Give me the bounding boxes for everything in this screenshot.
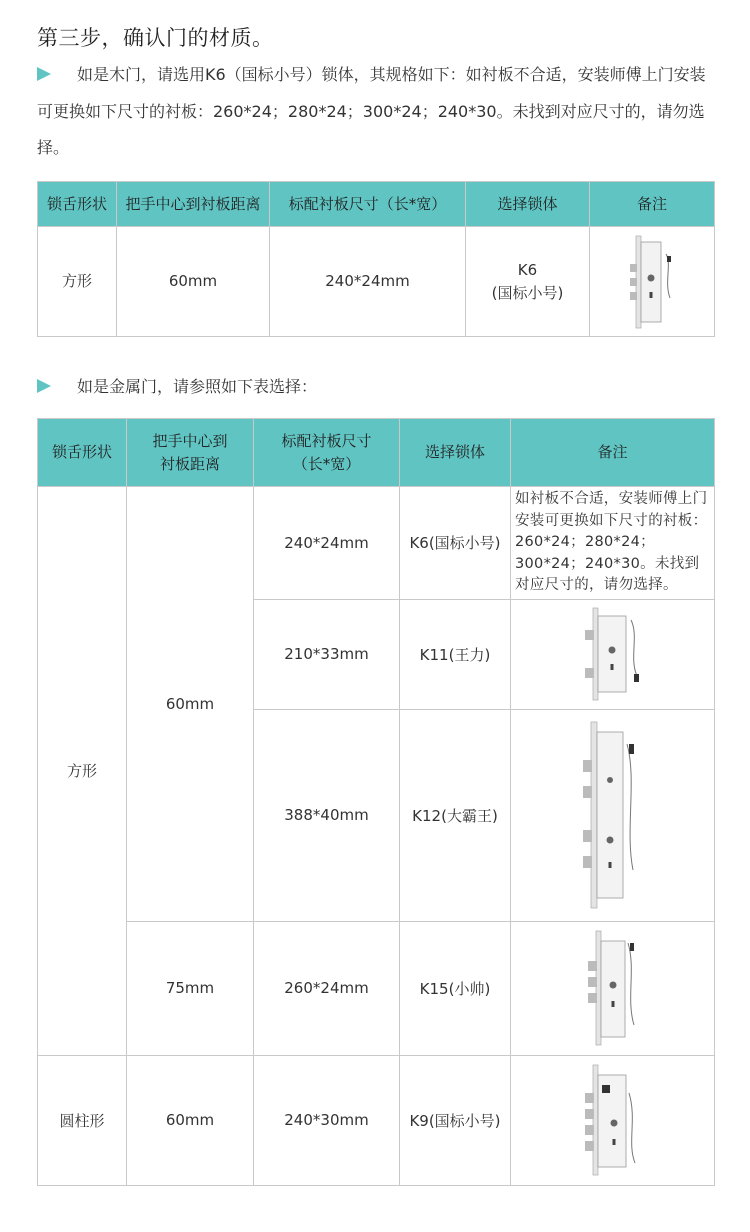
cell-body: K6(国标小号) (400, 487, 511, 600)
header-distance: 把手中心到衬板距离 (117, 182, 270, 227)
triangle-bullet-icon (37, 379, 51, 393)
header-size: 标配衬板尺寸（长*宽） (270, 182, 466, 227)
metal-door-table (37, 418, 715, 1186)
cell-note (511, 921, 715, 1055)
table-header-row (38, 419, 715, 487)
table-header-row (38, 182, 715, 227)
cell-size: 240*24mm (270, 227, 466, 337)
header-note: 备注 (511, 419, 715, 487)
cell-body: K9(国标小号) (400, 1055, 511, 1185)
cell-size: 260*24mm (254, 921, 400, 1055)
metal-door-intro: 如是金属门，请参照如下表选择： (77, 377, 318, 396)
mortise-lock-image (622, 234, 682, 330)
page-title: 第三步，确认门的材质。 (37, 26, 274, 50)
table-row (38, 1055, 715, 1185)
cell-size: 240*30mm (254, 1055, 400, 1185)
cell-distance: 60mm (127, 487, 254, 922)
mortise-lock-image (573, 606, 653, 702)
cell-size: 240*24mm (254, 487, 400, 600)
mortise-lock-image (578, 929, 648, 1047)
table-row (38, 921, 715, 1055)
wood-door-table (37, 181, 715, 337)
header-distance: 把手中心到 衬板距离 (127, 419, 254, 487)
metal-door-paragraph (37, 369, 717, 406)
cell-shape: 圆柱形 (38, 1055, 127, 1185)
cell-shape: 方形 (38, 227, 117, 337)
cell-note (590, 227, 715, 337)
wood-door-paragraph (37, 57, 717, 167)
header-note: 备注 (590, 182, 715, 227)
header-body: 选择锁体 (400, 419, 511, 487)
header-size: 标配衬板尺寸 （长*宽） (254, 419, 400, 487)
header-body: 选择锁体 (466, 182, 590, 227)
cell-size: 210*33mm (254, 599, 400, 709)
cell-size: 388*40mm (254, 709, 400, 921)
header-shape: 锁舌形状 (38, 419, 127, 487)
header-shape: 锁舌形状 (38, 182, 117, 227)
cell-distance: 75mm (127, 921, 254, 1055)
triangle-bullet-icon (37, 67, 51, 81)
cell-body: K12(大霸王) (400, 709, 511, 921)
table-row (38, 227, 715, 337)
table-row (38, 487, 715, 600)
cell-note (511, 599, 715, 709)
cell-body: K15(小帅) (400, 921, 511, 1055)
cell-shape: 方形 (38, 487, 127, 1056)
cell-note (511, 1055, 715, 1185)
mortise-lock-image (573, 1063, 653, 1177)
wood-door-intro: 如是木门，请选用K6（国标小号）锁体，其规格如下：如衬板不合适，安装师傅上门安装可更换如下尺寸的衬板：260*24；280*24；300*24；240*30。未找到对应尺寸的，请勿选择。 (37, 65, 706, 157)
cell-distance: 60mm (117, 227, 270, 337)
lock-body-name: K6 (517, 260, 538, 279)
cell-body (466, 227, 590, 337)
cell-note: 如衬板不合适，安装师傅上门安装可更换如下尺寸的衬板：260*24；280*24；300*24；240*30。未找到对应尺寸的，请勿选择。 (511, 487, 715, 600)
cell-distance: 60mm (127, 1055, 254, 1185)
lock-body-subtitle: (国标小号) (491, 283, 564, 302)
cell-note (511, 709, 715, 921)
cell-body: K11(王力) (400, 599, 511, 709)
mortise-lock-image (573, 720, 653, 910)
